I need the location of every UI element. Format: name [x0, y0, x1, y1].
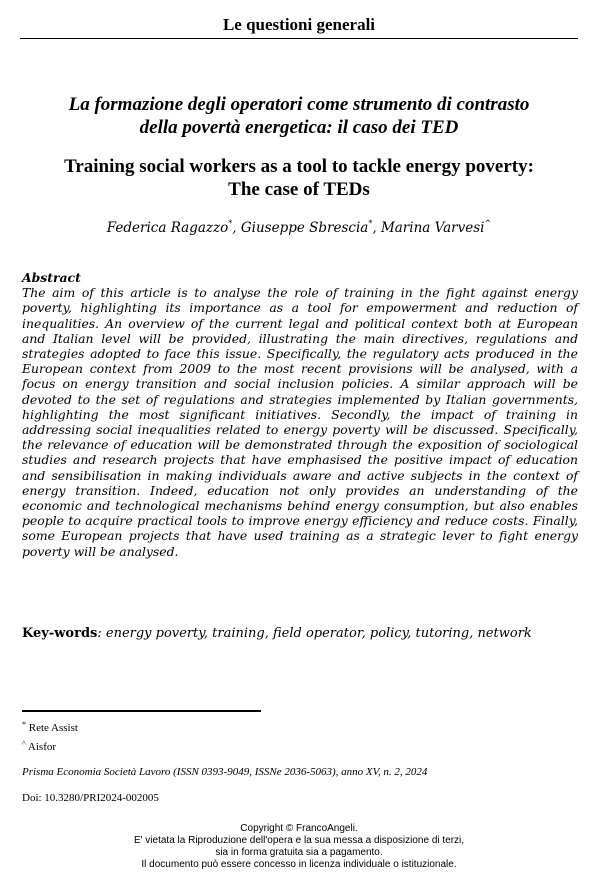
- title-english: [20, 155, 578, 201]
- abstract-heading: Abstract: [22, 270, 81, 285]
- title-english-line-1: Training social workers as a tool to tackle energy poverty:: [64, 156, 534, 177]
- footnote-mark: *: [22, 720, 26, 729]
- footnote-text: Rete Assist: [26, 722, 78, 734]
- footnote-item: [22, 717, 78, 736]
- title-italian: [20, 93, 578, 139]
- author-name: Federica Ragazzo: [106, 220, 229, 236]
- copyright-line-2: E' vietata la Riproduzione dell'opera e la sua messa a disposizione di terzi,: [133, 835, 465, 846]
- copyright-line-1: Copyright © FrancoAngeli.: [240, 823, 358, 834]
- author-affiliation-mark: ^: [484, 219, 492, 228]
- keywords-text: : energy poverty, training, field operator, policy, tutoring, network: [97, 626, 532, 641]
- footnote-divider: [22, 710, 261, 712]
- footnotes: [22, 717, 78, 755]
- author-name: Giuseppe Sbrescia: [240, 220, 369, 236]
- copyright-line-3: sia in forma gratuita sia a pagamento.: [215, 847, 383, 858]
- keywords-line: [22, 625, 578, 643]
- abstract-section: [22, 270, 578, 559]
- journal-citation: Prisma Economia Società Lavoro (ISSN 0393-9049, ISSNe 2036-5063), anno XV, n. 2, 2024: [22, 766, 428, 778]
- author-name: Marina Varvesi: [380, 220, 485, 236]
- doi-line: Doi: 10.3280/PRI2024-002005: [22, 792, 159, 804]
- author-list: [20, 214, 578, 238]
- author-separator: ,: [232, 220, 241, 236]
- author-affiliation-mark: *: [368, 219, 373, 228]
- copyright-notice: [20, 823, 578, 871]
- abstract-body: The aim of this article is to analyse the role of training in the fight against energy poverty, highlighting its importance as a tool for empowerment and reduction of inequalities. An overview of the current legal and political context both at European and Italian level will be provided, illustrating the main directives, regulations and strategies adopted to face this issue. Specifically, the regulatory acts produced in the European context from 2009 to the most recent provisions will be analysed, with a focus on energy transition and social inclusion policies. A similar approach will be devoted to the set of regulations and strategies implemented by Italian governments, highlighting the most significant initiatives. Secondly, the impact of training in addressing social inequalities related to energy poverty will be discussed. Specifically, the relevance of education will be demonstrated through the exposition of sociological studies and research projects that have emphasised the positive impact of education and sensibilisation in making individuals aware and active subjects in the context of energy transition. Indeed, education not only provides an understanding of the economic and technological mechanisms behind energy consumption, but also enables people to acquire practical tools to improve energy efficiency and reduce costs. Finally, some European projects that have used training as a strategic lever to fight energy poverty will be analysed.: [22, 285, 578, 559]
- title-italian-line-1: La formazione degli operatori come strumento di contrasto: [68, 94, 530, 115]
- author-affiliation-mark: *: [228, 219, 233, 228]
- keywords-label: Key-words: [22, 626, 98, 641]
- copyright-line-4: Il documento può essere concesso in licenza individuale o istituzionale.: [141, 859, 457, 870]
- title-english-line-2: The case of TEDs: [228, 179, 370, 200]
- footnote-item: [22, 736, 78, 755]
- footnote-mark: ^: [22, 739, 26, 748]
- author-separator: ,: [372, 220, 381, 236]
- running-head: Le questioni generali: [20, 14, 578, 39]
- title-italian-line-2: della povertà energetica: il caso dei TED: [139, 117, 459, 138]
- footnote-text: Aisfor: [25, 741, 57, 753]
